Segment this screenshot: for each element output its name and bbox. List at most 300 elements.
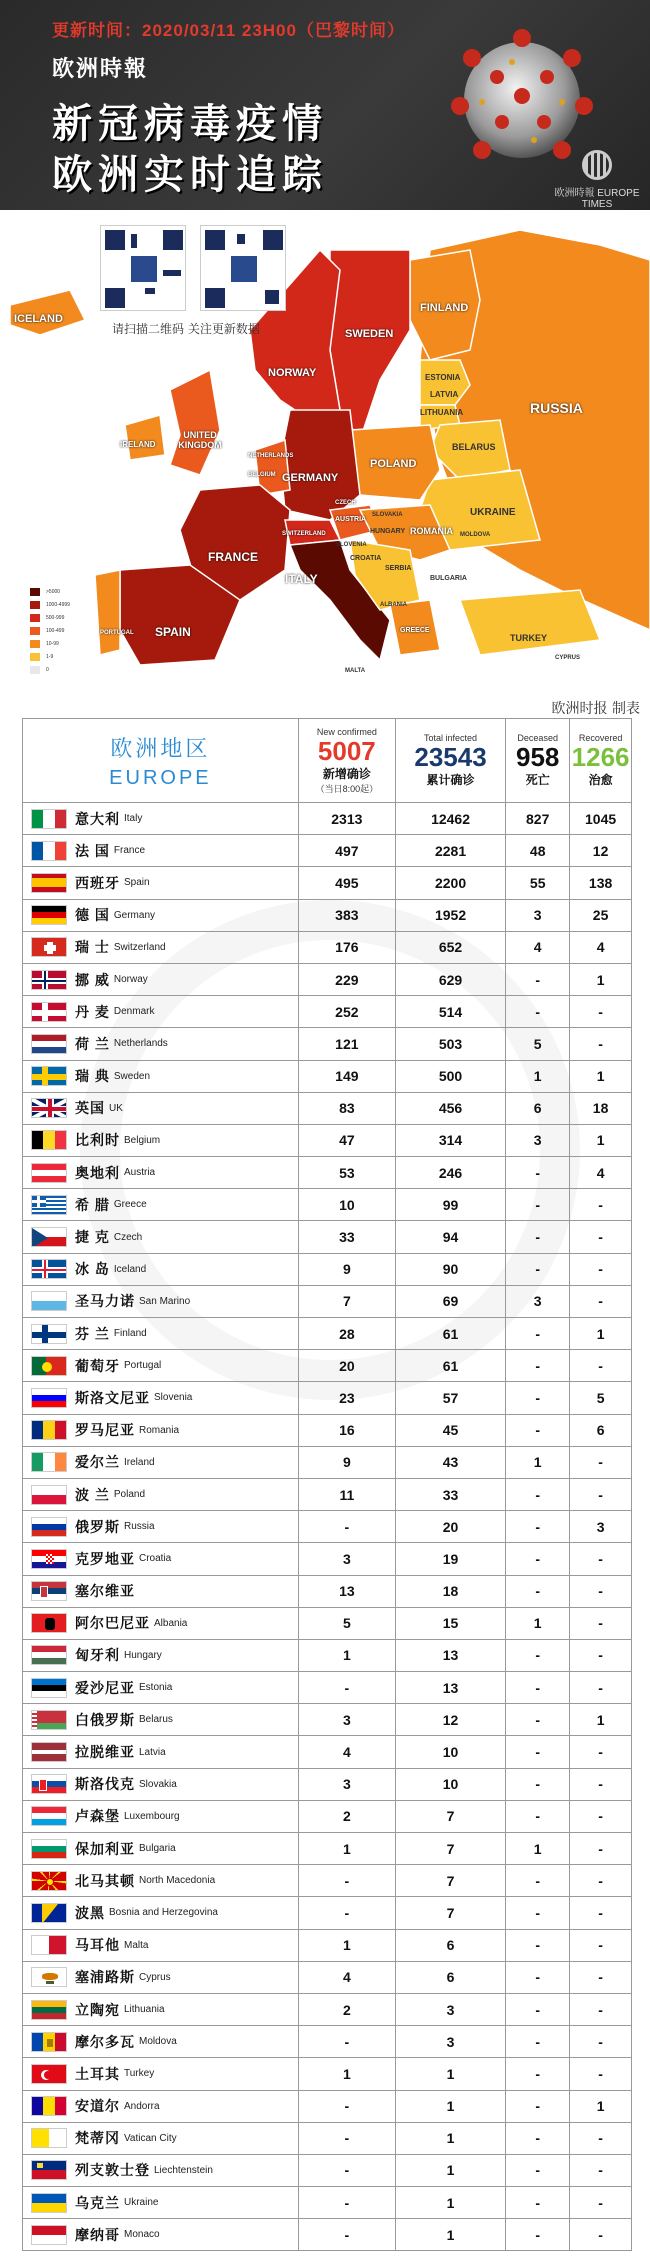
country-name-cn: 保加利亚 <box>75 1840 135 1857</box>
total-label-en: Total infected <box>424 733 478 743</box>
flag-monaco-icon <box>31 2225 67 2245</box>
country-name-en: Ireland <box>124 1456 155 1468</box>
recovered-cell: - <box>570 2058 632 2090</box>
table-row <box>23 1607 632 1639</box>
country-name-cn: 意大利 <box>75 810 120 827</box>
new-confirmed-cell: 3 <box>298 1543 395 1575</box>
country-name-en: Moldova <box>139 2036 177 2048</box>
new-confirmed-cell: 16 <box>298 1414 395 1446</box>
recovered-cell: - <box>570 1446 632 1478</box>
country-name-cn: 英国 <box>75 1100 105 1117</box>
deceased-cell: - <box>506 996 570 1028</box>
country-cell <box>23 1028 299 1060</box>
country-name-en: Russia <box>124 1521 155 1533</box>
new-confirmed-cell: 495 <box>298 867 395 899</box>
legend-item <box>30 585 70 598</box>
total-infected-cell: 629 <box>395 963 505 995</box>
recovered-cell: - <box>570 1736 632 1768</box>
flag-slovakia-icon <box>31 1774 67 1794</box>
country-name-en: Estonia <box>139 1682 173 1694</box>
flag-france-icon <box>31 841 67 861</box>
flag-romania-icon <box>31 1420 67 1440</box>
deceased-cell: 4 <box>506 931 570 963</box>
deceased-cell: 6 <box>506 1092 570 1124</box>
new-label-en: New confirmed <box>316 726 377 737</box>
deceased-cell: 5 <box>506 1028 570 1060</box>
country-name-en: Latvia <box>139 1746 166 1758</box>
map-label-netherlands: NETHERLANDS <box>248 453 294 459</box>
flag-germany-icon <box>31 905 67 925</box>
new-confirmed-cell: 2 <box>298 1800 395 1832</box>
recovered-cell: - <box>570 1961 632 1993</box>
country-name-cn: 梵蒂冈 <box>75 2130 120 2147</box>
deceased-cell: - <box>506 1511 570 1543</box>
country-cell <box>23 1736 299 1768</box>
country-name-en: Lithuania <box>124 2004 165 2016</box>
deceased-cell: - <box>506 2090 570 2122</box>
recovered-cell: 138 <box>570 867 632 899</box>
recovered-cell: 1 <box>570 1704 632 1736</box>
country-cell <box>23 2058 299 2090</box>
map-label-russia: RUSSIA <box>530 400 583 416</box>
deceased-cell: 3 <box>506 1285 570 1317</box>
map-svg <box>0 210 650 715</box>
recovered-cell: - <box>570 1672 632 1704</box>
country-name-en: Croatia <box>139 1553 172 1565</box>
table-row <box>23 1511 632 1543</box>
table-row <box>23 996 632 1028</box>
table-row <box>23 1639 632 1671</box>
country-name-cn: 塞浦路斯 <box>75 1969 135 1986</box>
legend-swatch <box>30 627 40 635</box>
deceased-cell: - <box>506 1382 570 1414</box>
country-name-cn: 圣马力诺 <box>75 1293 135 1310</box>
map-label-belgium: BELGIUM <box>248 472 276 478</box>
country-name-en: San Marino <box>139 1295 191 1307</box>
table-row <box>23 2026 632 2058</box>
country-name-cn: 葡萄牙 <box>75 1357 120 1374</box>
country-name-cn: 西班牙 <box>75 874 120 891</box>
total-infected-cell: 1 <box>395 2154 505 2186</box>
country-cell <box>23 963 299 995</box>
deceased-cell: - <box>506 1221 570 1253</box>
deceased-cell: - <box>506 2058 570 2090</box>
qr-code-app[interactable] <box>200 225 286 311</box>
region-en: EUROPE <box>109 766 212 789</box>
total-infected-cell: 15 <box>395 1607 505 1639</box>
recovered-cell: - <box>570 1285 632 1317</box>
country-name-cn: 土耳其 <box>75 2065 120 2082</box>
total-infected-header <box>395 719 505 803</box>
new-label-cn: 新增确诊 <box>322 766 371 781</box>
table-row <box>23 2154 632 2186</box>
new-confirmed-cell: 149 <box>298 1060 395 1092</box>
new-confirmed-cell: 28 <box>298 1318 395 1350</box>
total-infected-cell: 1 <box>395 2058 505 2090</box>
recovered-cell: - <box>570 1833 632 1865</box>
legend-item <box>30 624 70 637</box>
country-cell <box>23 1478 299 1510</box>
legend-item <box>30 598 70 611</box>
qr-code-wechat[interactable] <box>100 225 186 311</box>
map-label-romania: ROMANIA <box>410 526 453 536</box>
table-row <box>23 1092 632 1124</box>
country-cell <box>23 867 299 899</box>
map-label-spain: SPAIN <box>155 625 191 639</box>
total-total: 23543 <box>414 742 487 772</box>
new-confirmed-cell: 497 <box>298 835 395 867</box>
total-infected-cell: 500 <box>395 1060 505 1092</box>
total-infected-cell: 652 <box>395 931 505 963</box>
deceased-cell: - <box>506 1704 570 1736</box>
new-confirmed-cell: 4 <box>298 1961 395 1993</box>
flag-norway-icon <box>31 970 67 990</box>
deceased-cell: 3 <box>506 899 570 931</box>
flag-bosnia-icon <box>31 1903 67 1923</box>
country-name-en: Cyprus <box>139 1971 171 1983</box>
country-name-en: Romania <box>139 1424 180 1436</box>
map-label-cyprus: CYPRUS <box>555 655 581 661</box>
deceased-cell: - <box>506 1350 570 1382</box>
recovered-cell: - <box>570 1897 632 1929</box>
legend-label: 1-9 <box>46 653 54 660</box>
recovered-cell: - <box>570 1929 632 1961</box>
country-name-cn: 塞尔维亚 <box>75 1583 135 1600</box>
country-name-cn: 匈牙利 <box>75 1647 120 1664</box>
table-row <box>23 1189 632 1221</box>
flag-uk-icon <box>31 1098 67 1118</box>
country-name-cn: 挪 威 <box>75 971 110 988</box>
country-cell <box>23 1511 299 1543</box>
map-label-bulgaria: BULGARIA <box>430 575 467 582</box>
country-cell <box>23 1575 299 1607</box>
table-row <box>23 2122 632 2154</box>
total-infected-cell: 61 <box>395 1350 505 1382</box>
new-confirmed-cell: 23 <box>298 1382 395 1414</box>
table-row <box>23 1704 632 1736</box>
europe-map <box>0 210 650 715</box>
country-cell <box>23 1543 299 1575</box>
country-name-cn: 捷 克 <box>75 1229 110 1246</box>
recovered-cell: - <box>570 1189 632 1221</box>
table-row <box>23 1993 632 2025</box>
new-confirmed-cell: 9 <box>298 1446 395 1478</box>
map-label-belarus: BELARUS <box>452 442 496 452</box>
title-line-1: 新冠病毒疫情 <box>52 102 328 146</box>
table-row <box>23 1157 632 1189</box>
deceased-cell: - <box>506 1478 570 1510</box>
total-infected-cell: 7 <box>395 1833 505 1865</box>
recovered-cell: - <box>570 1865 632 1897</box>
table-row <box>23 1575 632 1607</box>
deceased-cell: - <box>506 1318 570 1350</box>
europe-times-logo <box>552 150 642 210</box>
total-infected-cell: 94 <box>395 1221 505 1253</box>
deceased-cell: - <box>506 1414 570 1446</box>
country-name-en: Malta <box>124 1939 149 1951</box>
new-confirmed-cell: - <box>298 1897 395 1929</box>
country-cell <box>23 1800 299 1832</box>
new-confirmed-cell: - <box>298 2090 395 2122</box>
table-row <box>23 1543 632 1575</box>
country-name-en: Bulgaria <box>139 1843 176 1855</box>
map-label-france: FRANCE <box>208 550 258 564</box>
recovered-cell: - <box>570 1800 632 1832</box>
flag-liechtenstein-icon <box>31 2160 67 2180</box>
flag-denmark-icon <box>31 1002 67 1022</box>
total-infected-cell: 13 <box>395 1639 505 1671</box>
country-name-cn: 波 兰 <box>75 1486 110 1503</box>
map-label-turkey: TURKEY <box>510 633 548 643</box>
legend-item <box>30 650 70 663</box>
country-cell <box>23 2090 299 2122</box>
country-name-en: Sweden <box>113 1070 151 1082</box>
flag-cyprus-icon <box>31 1967 67 1987</box>
deceased-cell: 1 <box>506 1833 570 1865</box>
table-row <box>23 2187 632 2219</box>
table-row <box>23 1800 632 1832</box>
table-row <box>23 1414 632 1446</box>
country-name-en: Ukraine <box>124 2197 159 2209</box>
cases-table <box>22 718 632 2251</box>
table-row <box>23 1961 632 1993</box>
country-name-cn: 俄罗斯 <box>75 1518 120 1535</box>
country-name-cn: 克罗地亚 <box>75 1550 135 1567</box>
country-name-en: Finland <box>113 1328 147 1340</box>
legend-swatch <box>30 601 40 609</box>
country-name-en: Portugal <box>124 1360 162 1372</box>
table-row <box>23 1897 632 1929</box>
deceased-cell: 48 <box>506 835 570 867</box>
flag-belgium-icon <box>31 1130 67 1150</box>
flag-vatican-icon <box>31 2128 67 2148</box>
country-name-cn: 芬 兰 <box>75 1325 110 1342</box>
country-cell <box>23 2187 299 2219</box>
country-name-en: Greece <box>113 1199 147 1211</box>
country-cell <box>23 2122 299 2154</box>
flag-greece-icon <box>31 1195 67 1215</box>
recovered-cell: - <box>570 1768 632 1800</box>
map-label-estonia: ESTONIA <box>425 373 461 382</box>
country-cell <box>23 1897 299 1929</box>
country-cell <box>23 996 299 1028</box>
country-name-cn: 比利时 <box>75 1132 120 1149</box>
total-infected-cell: 7 <box>395 1800 505 1832</box>
map-label-ukraine: UKRAINE <box>470 507 516 518</box>
recovered-cell: - <box>570 1221 632 1253</box>
country-cell <box>23 2154 299 2186</box>
deceased-cell: - <box>506 2219 570 2251</box>
total-infected-cell: 7 <box>395 1897 505 1929</box>
country-name-cn: 阿尔巴尼亚 <box>75 1615 150 1632</box>
flag-croatia-icon <box>31 1549 67 1569</box>
deceased-cell: 1 <box>506 1446 570 1478</box>
new-confirmed-cell: - <box>298 2154 395 2186</box>
deceased-cell: - <box>506 1800 570 1832</box>
country-cell <box>23 1285 299 1317</box>
new-confirmed-cell: 2313 <box>298 803 395 835</box>
recovered-cell: 6 <box>570 1414 632 1446</box>
title-line-2: 欧洲实时追踪 <box>52 153 328 197</box>
map-label-hungary: HUNGARY <box>370 528 406 535</box>
country-name-en: UK <box>109 1102 123 1114</box>
deceased-cell: - <box>506 1157 570 1189</box>
country-name-cn: 乌克兰 <box>75 2194 120 2211</box>
country-name-cn: 丹 麦 <box>75 1003 110 1020</box>
new-confirmed-cell: - <box>298 1672 395 1704</box>
country-cell <box>23 899 299 931</box>
new-confirmed-cell: 121 <box>298 1028 395 1060</box>
table-row <box>23 1124 632 1156</box>
table-header-row <box>23 719 632 803</box>
country-name-en: Germany <box>113 909 156 921</box>
map-label-norway: NORWAY <box>268 367 317 379</box>
total-infected-cell: 1 <box>395 2122 505 2154</box>
header-banner <box>0 0 650 210</box>
table-row <box>23 1865 632 1897</box>
new-confirmed-cell: 4 <box>298 1736 395 1768</box>
flag-luxembourg-icon <box>31 1806 67 1826</box>
map-label-sweden: SWEDEN <box>345 328 394 340</box>
deceased-cell: 1 <box>506 1607 570 1639</box>
map-credit: 欧洲时报 制表 <box>551 701 640 717</box>
deceased-cell: - <box>506 2154 570 2186</box>
new-confirmed-cell: - <box>298 2122 395 2154</box>
table-row <box>23 1318 632 1350</box>
country-name-en: Italy <box>124 813 143 825</box>
flag-portugal-icon <box>31 1356 67 1376</box>
country-name-en: Albania <box>154 1617 188 1629</box>
legend-label: 500-999 <box>46 614 65 621</box>
flag-iceland-icon <box>31 1259 67 1279</box>
recovered-cell: - <box>570 1543 632 1575</box>
recovered-cell: 1 <box>570 2090 632 2122</box>
recovered-cell: 18 <box>570 1092 632 1124</box>
country-name-cn: 列支敦士登 <box>75 2162 150 2179</box>
flag-switzerland-icon <box>31 937 67 957</box>
total-infected-cell: 1 <box>395 2187 505 2219</box>
country-cell <box>23 1672 299 1704</box>
legend-label: 0 <box>46 666 49 673</box>
flag-serbia-icon <box>31 1581 67 1601</box>
country-cell <box>23 1768 299 1800</box>
flag-belarus-icon <box>31 1710 67 1730</box>
flag-ukraine-icon <box>31 2193 67 2213</box>
country-cell <box>23 1414 299 1446</box>
country-name-cn: 拉脱维亚 <box>75 1744 135 1761</box>
country-name-cn: 摩尔多瓦 <box>75 2033 135 2050</box>
country-name-en: Monaco <box>124 2229 160 2241</box>
map-label-serbia: SERBIA <box>385 565 412 572</box>
table-row <box>23 1672 632 1704</box>
total-infected-cell: 99 <box>395 1189 505 1221</box>
country-cell <box>23 1221 299 1253</box>
recovered-cell: - <box>570 1253 632 1285</box>
deceased-cell: 55 <box>506 867 570 899</box>
deceased-cell: 3 <box>506 1124 570 1156</box>
map-label-poland: POLAND <box>370 458 417 470</box>
total-infected-cell: 43 <box>395 1446 505 1478</box>
deceased-cell: - <box>506 2187 570 2219</box>
deceased-cell: - <box>506 1736 570 1768</box>
flag-slovenia-icon <box>31 1388 67 1408</box>
country-name-cn: 爱尔兰 <box>75 1454 120 1471</box>
country-name-en: Poland <box>113 1489 146 1501</box>
flag-andorra-icon <box>31 2096 67 2116</box>
table-row <box>23 803 632 835</box>
new-confirmed-cell: 3 <box>298 1704 395 1736</box>
country-name-en: Slovenia <box>154 1392 193 1404</box>
country-name-cn: 斯洛文尼亚 <box>75 1389 150 1406</box>
new-confirmed-cell: - <box>298 1511 395 1543</box>
country-cell <box>23 803 299 835</box>
map-label-switzerland: SWITZERLAND <box>282 531 326 537</box>
dead-total: 958 <box>516 742 560 772</box>
flag-turkey-icon <box>31 2064 67 2084</box>
new-confirmed-cell: 47 <box>298 1124 395 1156</box>
country-name-cn: 白俄罗斯 <box>75 1711 135 1728</box>
total-label-cn: 累计确诊 <box>426 773 475 787</box>
country-name-cn: 立陶宛 <box>75 2001 120 2018</box>
recovered-cell: - <box>570 1575 632 1607</box>
flag-malta-icon <box>31 1935 67 1955</box>
map-label-moldova: MOLDOVA <box>460 532 491 538</box>
country-name-en: Spain <box>124 877 150 889</box>
brand-name: 欧洲時報 <box>52 56 149 82</box>
table-row <box>23 1060 632 1092</box>
total-infected-cell: 57 <box>395 1382 505 1414</box>
table-row <box>23 2090 632 2122</box>
total-infected-cell: 2281 <box>395 835 505 867</box>
table-row <box>23 835 632 867</box>
recovered-cell: - <box>570 1993 632 2025</box>
logo-text: 欧洲時報 EUROPE TIMES <box>554 188 640 210</box>
country-name-en: Hungary <box>124 1649 162 1661</box>
total-infected-cell: 1 <box>395 2219 505 2251</box>
new-confirmed-cell: 176 <box>298 931 395 963</box>
flag-moldova-icon <box>31 2032 67 2052</box>
map-label-ireland: IRELAND <box>120 440 156 449</box>
total-infected-cell: 12 <box>395 1704 505 1736</box>
flag-ireland-icon <box>31 1452 67 1472</box>
country-name-en: Andorra <box>124 2100 160 2112</box>
country-name-cn: 冰 岛 <box>75 1261 110 1278</box>
flag-albania-icon <box>31 1613 67 1633</box>
deceased-cell: - <box>506 1768 570 1800</box>
country-name-cn: 波黑 <box>75 1904 105 1921</box>
region-cn: 欧洲地区 <box>110 735 211 761</box>
table-row <box>23 1768 632 1800</box>
total-infected-cell: 90 <box>395 1253 505 1285</box>
country-name-cn: 斯洛伐克 <box>75 1776 135 1793</box>
recovered-cell: - <box>570 996 632 1028</box>
country-cell <box>23 1865 299 1897</box>
country-name-en: Belgium <box>124 1134 161 1146</box>
map-label-croatia: CROATIA <box>350 555 382 562</box>
country-cell <box>23 1060 299 1092</box>
deceased-cell: - <box>506 1865 570 1897</box>
recovered-header <box>570 719 632 803</box>
new-confirmed-cell: 383 <box>298 899 395 931</box>
country-cell <box>23 1157 299 1189</box>
deceased-cell: - <box>506 1961 570 1993</box>
recovered-cell: 1 <box>570 1060 632 1092</box>
country-name-en: Vatican City <box>124 2132 177 2144</box>
flag-spain-icon <box>31 873 67 893</box>
map-label-slovakia: SLOVAKIA <box>372 512 403 518</box>
country-name-cn: 德 国 <box>75 907 110 924</box>
flag-lithuania-icon <box>31 2000 67 2020</box>
